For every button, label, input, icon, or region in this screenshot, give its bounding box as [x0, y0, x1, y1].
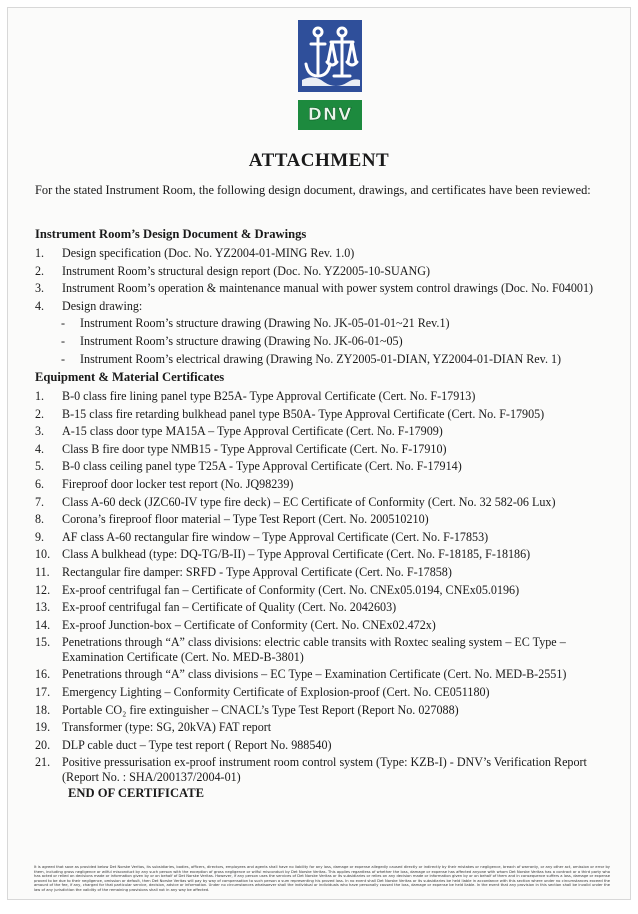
list-item: 2. B-15 class fire retarding bulkhead panel type B50A- Type Approval Certificate (Cert. No. F-17905)	[35, 406, 545, 421]
list-item: 4. Design drawing:	[35, 298, 143, 313]
list-item: 13. Ex-proof centrifugal fan – Certificate of Quality (Cert. No. 2042603)	[35, 600, 397, 615]
list-item: 14. Ex-proof Junction-box – Certificate of Conformity (Cert. No. CNEx02.472x)	[35, 617, 436, 632]
intro-paragraph: For the stated Instrument Room, the following design document, drawings, and certificates have been reviewed:	[35, 183, 591, 197]
list-item: 2. Instrument Room’s structural design report (Doc. No. YZ2005-10-SUANG)	[35, 263, 431, 278]
list-item: 19. Transformer (type: SG, 20kVA) FAT report	[35, 720, 272, 735]
list-item: 3. A-15 class door type MA15A – Type Approval Certificate (Cert. No. F-17909)	[35, 424, 443, 439]
list-item: 4. Class B fire door type NMB15 - Type Approval Certificate (Cert. No. F-17910)	[35, 441, 447, 456]
list-item: 12. Ex-proof centrifugal fan – Certificate of Conformity (Cert. No. CNEx05.0194, CNEx05.0196)	[35, 582, 520, 597]
design-documents-list	[35, 246, 625, 369]
list-item: 18. Portable CO₂ fire extinguisher – CNACL’s Type Test Report (Report No. 027088)	[35, 702, 459, 717]
end-of-certificate-label: END OF CERTIFICATE	[68, 786, 205, 800]
list-item: 6. Fireproof door locker test report (No. JQ98239)	[35, 476, 294, 491]
list-item: 9. AF class A-60 rectangular fire window – Type Approval Certificate (Cert. No. F-17853)	[35, 529, 489, 544]
section-title-design-documents: Instrument Room’s Design Document & Drawings	[35, 227, 307, 241]
list-item: 10. Class A bulkhead (type: DQ-TG/B-II) – Type Approval Certificate (Cert. No. F-18185, F-18186)	[35, 547, 531, 562]
list-item: 3. Instrument Room’s operation & maintenance manual with power system control drawings (Doc. No. F04001)	[35, 281, 594, 296]
certificate-page	[7, 7, 631, 900]
list-item: 1. Design specification (Doc. No. YZ2004-01-MING Rev. 1.0)	[35, 246, 355, 260]
list-item: 17. Emergency Lighting – Conformity Certificate of Explosion-proof (Cert. No. CE051180)	[35, 685, 490, 699]
sub-list-item: - Instrument Room’s structure drawing (Drawing No. JK-05-01-01~21 Rev.1)	[61, 316, 450, 331]
list-item: 8. Corona’s fireproof floor material – Type Test Report (Cert. No. 200510210)	[35, 512, 429, 527]
certificates-list	[35, 389, 625, 787]
list-item: 5. B-0 class ceiling panel type T25A - Type Approval Certificate (Cert. No. F-17914)	[35, 459, 462, 474]
section-title-certificates: Equipment & Material Certificates	[35, 370, 225, 384]
liability-disclaimer: It is agreed that save as provided below Det Norske Veritas, its subsidiaries, bodies, officers, directors, employees and agents shall have no liability for any loss, damage or expense allegedly caused directly or indirectly by their mistakes or negligence, breach of warranty, or any other act, omission or error by them, including gross negligence or wilful misconduct by any such person with the exception of gross negligence or wilful misconduct by Det Norske Veritas. This applies regardless of whether the loss, damage or expense has affected anyone with whom Det Norske Veritas has a contract or a third party who has acted or relied on decisions made or information given by or on behalf of Det Norske Veritas. However, if any person uses the services of Det Norske Veritas or its subsidiaries or relies on any decision made or information given by or on behalf of them and in consequence suffers a loss, damage or expense proved to be due to their negligence, omission or default, then Det Norske Veritas will pay by way of compensation to such person a sum representing his proved loss. In no event shall Det Norske Veritas or its subsidiaries be held liable in accordance with this section where under no circumstances exceed the amount of the fee, if any, charged for that particular service, decision, advice or information. Under no circumstances whatsoever shall the individual or individuals who have personally caused the loss, damage or expense be held liable. In the event that any provision in this section shall be invalid under the law of any jurisdiction the validity of the remaining provisions shall not in any way be affected.	[34, 865, 610, 892]
list-item: 11. Rectangular fire damper: SRFD - Type Approval Certificate (Cert. No. F-17858)	[35, 564, 452, 579]
anchor-emblem-icon	[298, 20, 362, 92]
list-item: 7. Class A-60 deck (JZC60-IV type fire deck) – EC Certificate of Conformity (Cert. No. 32 582-06 Lux)	[35, 494, 556, 509]
list-item: 15. Penetrations through “A” class divisions: electric cable transits with Roxtec sealing system – EC Type – Examination Certificate (Cert. No. MED-B-3801)	[35, 635, 566, 664]
page-title: ATTACHMENT	[248, 150, 390, 171]
list-item: 21. Positive pressurisation ex-proof instrument room control system (Type: KZB-I) - DNV’s Verification Report (Report No. : SHA/200137/2004-01)	[35, 755, 587, 784]
dnv-logo	[298, 20, 362, 136]
dnv-wordmark	[298, 100, 362, 130]
list-item: 16. Penetrations through “A” class divisions – EC Type – Examination Certificate (Cert. No. MED-B-2551)	[35, 667, 567, 682]
sub-list-item: - Instrument Room’s electrical drawing (Drawing No. ZY2005-01-DIAN, YZ2004-01-DIAN Rev. 1)	[61, 351, 562, 366]
sub-list-item: - Instrument Room’s structure drawing (Drawing No. JK-06-01~05)	[61, 333, 403, 348]
list-item: 1. B-0 class fire lining panel type B25A- Type Approval Certificate (Cert. No. F-17913)	[35, 389, 476, 403]
dnv-wordmark-text: DNV	[307, 105, 353, 125]
list-item: 20. DLP cable duct – Type test report ( Report No. 988540)	[35, 737, 332, 752]
